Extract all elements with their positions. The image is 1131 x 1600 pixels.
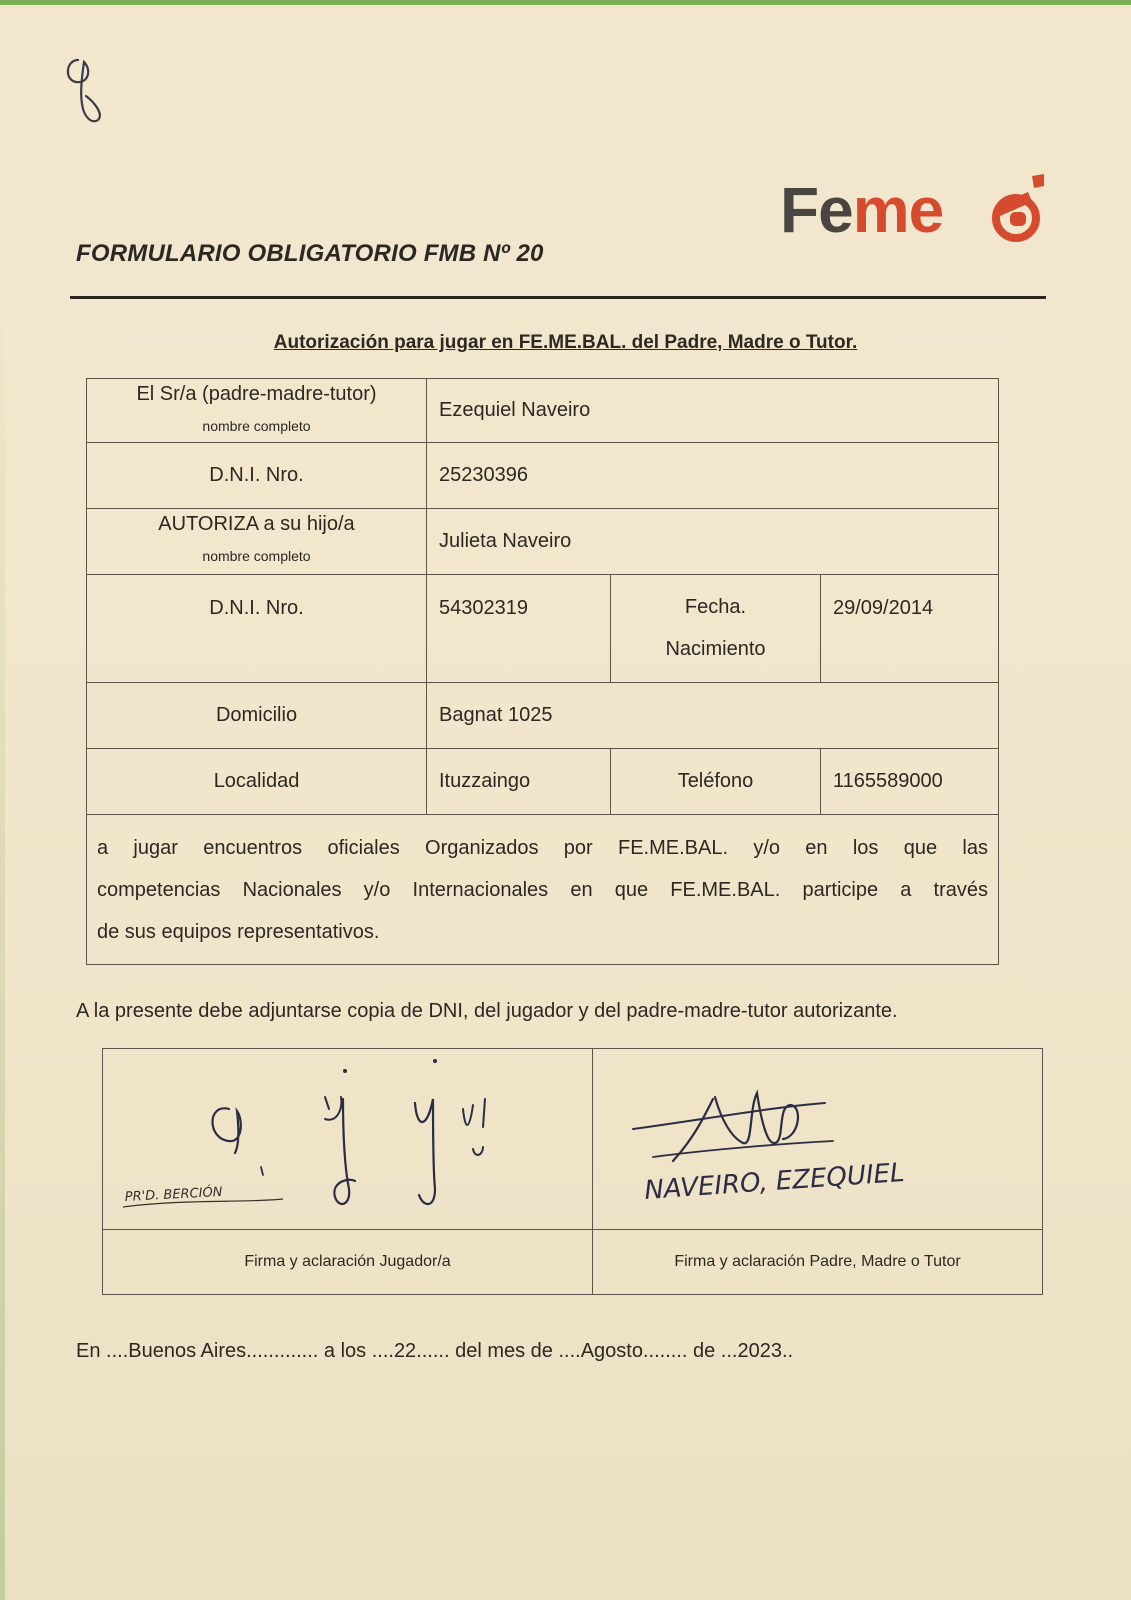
phone: 1165589000 [833, 770, 943, 792]
table-row [87, 443, 999, 509]
parent-caption-cell [593, 1230, 1043, 1295]
address-label-cell [87, 683, 427, 749]
child-name-cell [427, 509, 999, 575]
footer-prefix: En .... [76, 1340, 129, 1362]
femebal-logo [780, 170, 1050, 250]
child-label: AUTORIZA a su hijo/a [158, 513, 355, 535]
parent-dni: 25230396 [439, 464, 528, 486]
phone-label-cell [611, 749, 821, 815]
player-signature [103, 1049, 593, 1227]
birth-label-cell [611, 575, 821, 683]
handwritten-mark [58, 52, 118, 132]
parent-dni-cell [427, 443, 999, 509]
paragraph-line: de sus equipos representativos. [97, 921, 380, 943]
child-sublabel: nombre completo [202, 548, 311, 564]
date-place-line [76, 1340, 793, 1363]
parent-signature-box [593, 1049, 1043, 1230]
birth-label-line1: Fecha. [684, 596, 747, 618]
table-row [103, 1230, 1043, 1295]
parent-handwriting: NAVEIRO, EZEQUIEL [643, 1157, 906, 1206]
birth-date: 29/09/2014 [833, 597, 934, 619]
signature-table [102, 1048, 1043, 1295]
table-row [103, 1049, 1043, 1230]
footer-year: 2023 [737, 1340, 782, 1362]
player-handwriting: PR'D. BERCIÓN [124, 1184, 223, 1205]
parent-signature-caption: Firma y aclaración Padre, Madre o Tutor [674, 1253, 961, 1270]
logo-text-dark: Fe [780, 174, 853, 246]
paragraph-line: a jugar encuentros oficiales Organizados por FE.ME.BAL. y/o en los que las [97, 837, 988, 859]
footer-sep3: ........ de ... [642, 1340, 738, 1362]
footer-month: Agosto [580, 1340, 643, 1362]
table-row [87, 749, 999, 815]
child-dni-label-cell [87, 575, 427, 683]
parent-name: Ezequiel Naveiro [439, 399, 591, 421]
logo-ball-icon [988, 172, 1048, 242]
birth-date-cell [821, 575, 999, 683]
logo-text-red: me [852, 174, 944, 246]
address-label: Domicilio [215, 704, 298, 726]
form-title: FORMULARIO OBLIGATORIO FMB Nº 20 [76, 240, 544, 267]
footer-suffix: .. [781, 1340, 794, 1362]
form-subtitle: Autorización para jugar en FE.ME.BAL. del Padre, Madre o Tutor. [273, 332, 858, 353]
paragraph-line: competencias Nacionales y/o Internacionales en que FE.ME.BAL. participe a través [97, 879, 988, 901]
player-caption-cell [103, 1230, 593, 1295]
birth-label-line2: Nacimiento [665, 638, 766, 660]
address: Bagnat 1025 [439, 704, 553, 726]
table-row [87, 509, 999, 575]
city-label: Localidad [213, 770, 300, 792]
city-label-cell [87, 749, 427, 815]
authorization-paragraph-cell [87, 815, 999, 965]
child-dni-cell [427, 575, 611, 683]
city-cell [427, 749, 611, 815]
authorization-paragraph [87, 815, 998, 963]
attachment-note: A la presente debe adjuntarse copia de DNI, del jugador y del padre-madre-tutor autorizante. [76, 1000, 898, 1022]
parent-name-cell [427, 379, 999, 443]
title-rule [70, 296, 1046, 299]
footer-day: 22 [393, 1340, 417, 1362]
phone-cell [821, 749, 999, 815]
child-dni: 54302319 [439, 597, 528, 619]
parent-dni-label: D.N.I. Nro. [209, 464, 304, 486]
parent-label: El Sr/a (padre-madre-tutor) [136, 383, 377, 405]
parent-label-cell [87, 379, 427, 443]
green-edge-top [0, 0, 1131, 5]
parent-signature [593, 1049, 1043, 1227]
table-row [87, 683, 999, 749]
child-name: Julieta Naveiro [439, 530, 572, 552]
footer-sep1: ............. a los .... [246, 1340, 394, 1362]
address-cell [427, 683, 999, 749]
parent-dni-label-cell [87, 443, 427, 509]
phone-label: Teléfono [677, 770, 754, 792]
table-row [87, 575, 999, 683]
child-dni-label: D.N.I. Nro. [209, 597, 304, 619]
child-label-cell [87, 509, 427, 575]
player-signature-box [103, 1049, 593, 1230]
footer-place: Buenos Aires [128, 1340, 247, 1362]
city: Ituzzaingo [439, 770, 531, 792]
table-row [87, 379, 999, 443]
table-row [87, 815, 999, 965]
green-edge-left [0, 240, 5, 1600]
authorization-table [86, 378, 999, 965]
footer-sep2: ...... del mes de .... [416, 1340, 581, 1362]
player-signature-caption: Firma y aclaración Jugador/a [244, 1253, 451, 1270]
parent-sublabel: nombre completo [202, 418, 311, 434]
